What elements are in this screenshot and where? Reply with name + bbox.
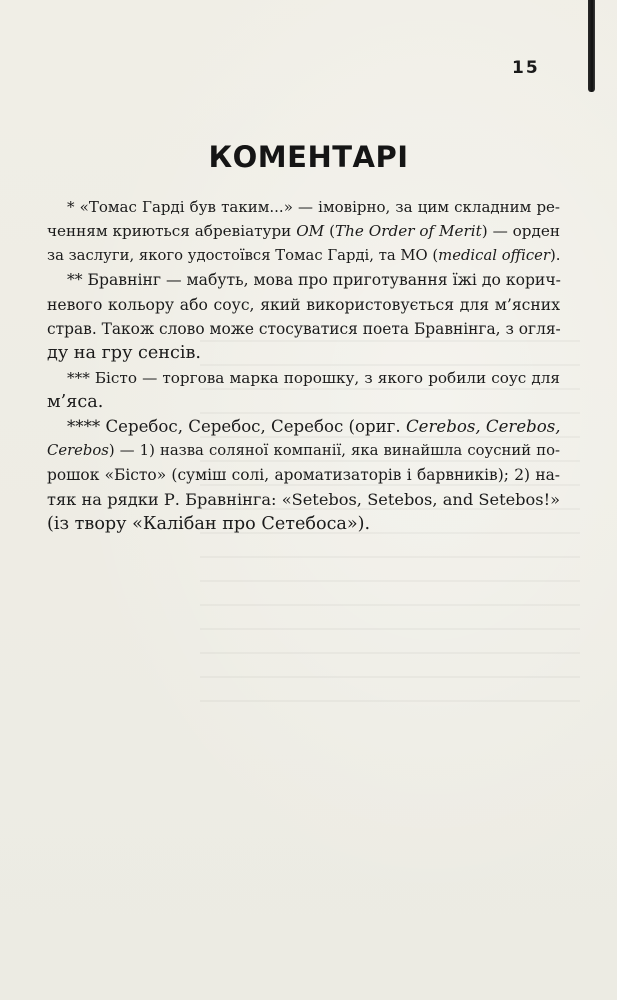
note-2 xyxy=(47,268,560,366)
comments-body xyxy=(47,195,560,537)
note-3-line-2: м’яса. xyxy=(47,392,104,413)
note-2-line-1: ** Бравнінг — мабуть, мова про приготування їжі до корич- xyxy=(67,271,561,290)
italic-term: The Order of Merit xyxy=(335,222,482,241)
note-3-line-1: *** Бісто — торгова марка порошку, з якого робили соус для xyxy=(67,368,560,387)
text-run: ). xyxy=(549,246,561,264)
italic-term: Cerebos xyxy=(47,442,109,460)
page-number: 15 xyxy=(512,58,540,78)
italic-term: Cerebos, Cerebos, xyxy=(405,416,561,436)
note-1-line-2 xyxy=(47,219,560,243)
italic-abbreviation: OM xyxy=(296,222,325,241)
note-1-line-3 xyxy=(47,244,560,268)
text-run: ченням криються абревіатури xyxy=(47,222,297,241)
note-4 xyxy=(47,415,560,537)
note-4-line-3: рошок «Бісто» (суміш солі, ароматизаторів і барвників); 2) на- xyxy=(47,466,560,485)
text-run: ( xyxy=(324,222,336,241)
italic-term: medical officer xyxy=(438,246,550,264)
note-1-line-1: * «Томас Гарді був таким...» — імовірно, за цим складним ре- xyxy=(67,198,560,216)
text-run: ) — 1) назва соляної компанії, яка винайшла соусний по- xyxy=(108,442,560,460)
note-4-line-4: тяк на рядки Р. Бравнінга: «Setebos, Setebos, and Setebos!» xyxy=(47,489,560,509)
note-3 xyxy=(47,366,560,415)
text-run: **** Серебос, Серебос, Серебос (ориг. xyxy=(67,416,406,436)
page-title: КОМЕНТАРІ xyxy=(208,140,409,174)
note-1 xyxy=(47,195,560,268)
text-run: за заслуги, якого удостоївся Томас Гарді, та МО ( xyxy=(47,246,439,264)
edge-marker xyxy=(588,0,595,92)
text-run: ) — орден xyxy=(481,222,560,241)
note-2-line-4: ду на гру сенсів. xyxy=(47,343,201,364)
note-2-line-3: страв. Також слово може стосуватися поета Бравнінга, з огля- xyxy=(47,320,561,339)
note-4-line-2 xyxy=(47,439,560,463)
note-4-line-5: (із твору «Калібан про Сетебоса»). xyxy=(47,514,371,535)
note-4-line-1 xyxy=(47,415,560,439)
note-2-line-2: невого кольору або соус, який використовується для м’ясних xyxy=(47,295,560,314)
